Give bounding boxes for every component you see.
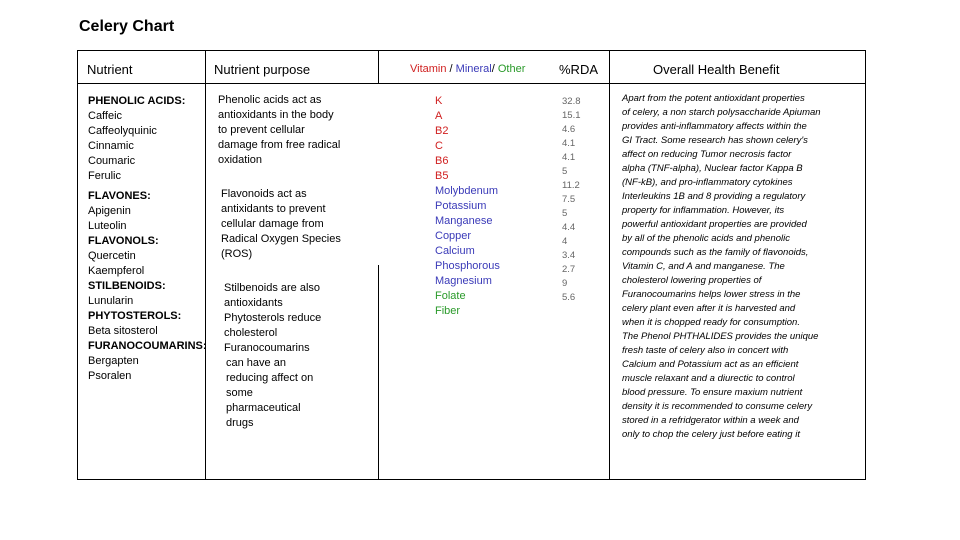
benefit-line: fresh taste of celery also in concert with bbox=[622, 345, 789, 356]
header-divider bbox=[77, 83, 866, 84]
vitamin-mineral-list bbox=[435, 94, 500, 319]
benefit-line: when it is chopped ready for consumption. bbox=[622, 317, 800, 328]
benefit-line: by all of the phenolic acids and phenolic bbox=[622, 233, 790, 244]
benefit-line: affect on reducing Tumor necrosis factor bbox=[622, 149, 792, 160]
vitamin-item: B5 bbox=[435, 170, 449, 182]
header-purpose: Nutrient purpose bbox=[214, 62, 311, 77]
benefit-line: compounds such as the family of flavonoids, bbox=[622, 247, 809, 258]
legend-separator: / bbox=[491, 63, 498, 75]
legend-separator: / bbox=[446, 63, 456, 75]
purpose-line: oxidation bbox=[218, 154, 263, 166]
vitamin-item: C bbox=[435, 140, 443, 152]
nutrient-item: PHYTOSTEROLS: bbox=[88, 310, 182, 322]
rda-value: 4.1 bbox=[562, 152, 576, 163]
purpose-line: some bbox=[226, 387, 253, 399]
mineral-item: Copper bbox=[435, 230, 472, 242]
benefit-line: provides anti-inflammatory affects within the bbox=[622, 121, 807, 132]
purpose-line: pharmaceutical bbox=[226, 402, 301, 414]
purpose-flavonoids bbox=[221, 187, 341, 262]
purpose-line: to prevent cellular bbox=[218, 124, 305, 136]
legend-other: Other bbox=[497, 63, 526, 75]
nutrient-item: Caffeic bbox=[88, 110, 123, 122]
rda-value: 4.4 bbox=[562, 222, 576, 233]
nutrient-item: Caffeolyquinic bbox=[88, 125, 157, 137]
rda-value: 4 bbox=[562, 236, 568, 247]
purpose-line: antioxidants bbox=[224, 297, 283, 309]
header-nutrient: Nutrient bbox=[87, 62, 133, 77]
purpose-phenolic bbox=[218, 93, 340, 168]
purpose-line: Stilbenoids are also bbox=[224, 282, 321, 294]
vitamin-item: A bbox=[435, 110, 443, 122]
nutrient-item: Cinnamic bbox=[88, 140, 134, 152]
purpose-line: can have an bbox=[226, 357, 286, 369]
purpose-line: Phenolic acids act as bbox=[218, 94, 322, 106]
vitamin-item: B6 bbox=[435, 155, 449, 167]
benefit-line: blood pressure. To ensure maxium nutrient bbox=[622, 387, 803, 398]
purpose-line: reducing affect on bbox=[226, 372, 314, 384]
other-item: Folate bbox=[435, 290, 466, 302]
rda-value: 3.4 bbox=[562, 250, 576, 261]
benefit-line: GI Tract. Some research has shown celery's bbox=[622, 135, 808, 146]
benefit-line: stored in a refridgerator within a week and bbox=[622, 415, 799, 426]
rda-value: 32.8 bbox=[562, 96, 581, 107]
nutrient-item: Lunularin bbox=[88, 295, 134, 307]
benefit-line: powerful antioxidant properties are provided bbox=[622, 219, 807, 230]
rda-value: 2.7 bbox=[562, 264, 576, 275]
benefit-line: Vitamin C, and A and manganese. The bbox=[622, 261, 785, 272]
purpose-other bbox=[224, 281, 321, 431]
purpose-line: Radical Oxygen Species bbox=[221, 233, 341, 245]
nutrient-item: Coumaric bbox=[88, 155, 136, 167]
rda-value: 4.1 bbox=[562, 138, 576, 149]
mineral-item: Phosphorous bbox=[435, 260, 500, 272]
nutrient-item: STILBENOIDS: bbox=[88, 280, 166, 292]
col-divider-2 bbox=[378, 50, 379, 83]
benefit-line: (NF-kB), and pro-inflammatory cytokines bbox=[622, 177, 793, 188]
mineral-item: Potassium bbox=[435, 200, 487, 212]
rda-value: 9 bbox=[562, 278, 568, 289]
nutrient-item: Quercetin bbox=[88, 250, 136, 262]
benefit-line: of celery, a non starch polysaccharide Apiuman bbox=[622, 107, 821, 118]
benefit-line: Interleukins 1B and 8 providing a regulatory bbox=[622, 191, 806, 202]
mineral-item: Molybdenum bbox=[435, 185, 498, 197]
nutrient-item: Apigenin bbox=[88, 205, 131, 217]
nutrient-item: Beta sitosterol bbox=[88, 325, 158, 337]
rda-value: 11.2 bbox=[562, 180, 580, 191]
purpose-line: (ROS) bbox=[221, 248, 253, 260]
chart-title: Celery Chart bbox=[79, 18, 175, 35]
benefit-line: Calcium and Potassium act as an efficient bbox=[622, 359, 799, 370]
rda-value: 15.1 bbox=[562, 110, 581, 121]
nutrient-item: PHENOLIC ACIDS: bbox=[88, 95, 186, 107]
benefit-line: cholesterol lowering properties of bbox=[622, 275, 762, 286]
nutrient-item: Ferulic bbox=[88, 170, 122, 182]
nutrient-item: Psoralen bbox=[88, 370, 132, 382]
benefit-line: property for inflammation. However, its bbox=[622, 205, 785, 216]
mineral-item: Magnesium bbox=[435, 275, 492, 287]
legend-vitamin: Vitamin bbox=[410, 63, 447, 75]
benefit-line: Furanocoumarins helps lower stress in the bbox=[622, 289, 801, 300]
nutrient-list bbox=[88, 94, 207, 384]
rda-value: 7.5 bbox=[562, 194, 576, 205]
benefit-line: muscle relaxant and a diurectic to control bbox=[622, 373, 795, 384]
rda-value: 4.6 bbox=[562, 124, 576, 135]
purpose-line: cholesterol bbox=[224, 327, 278, 339]
table-left-border bbox=[77, 50, 78, 480]
rda-value: 5 bbox=[562, 208, 568, 219]
purpose-line: drugs bbox=[226, 417, 254, 429]
benefit-line: The Phenol PHTHALIDES provides the unique bbox=[622, 331, 819, 342]
benefit-text bbox=[622, 92, 821, 442]
mineral-item: Manganese bbox=[435, 215, 493, 227]
nutrient-item: FLAVONES: bbox=[88, 190, 151, 202]
col-divider-3 bbox=[609, 50, 610, 480]
table-bottom-border bbox=[77, 479, 866, 480]
purpose-line: Furanocoumarins bbox=[224, 342, 310, 354]
benefit-line: only to chop the celery just before eating it bbox=[622, 429, 800, 440]
nutrient-item: FLAVONOLS: bbox=[88, 235, 159, 247]
rda-value: 5.6 bbox=[562, 292, 576, 303]
benefit-line: alpha (TNF-alpha), Nuclear factor Kappa B bbox=[622, 163, 803, 174]
purpose-line: damage from free radical bbox=[218, 139, 341, 151]
purpose-line: antioxidants in the body bbox=[218, 109, 334, 121]
benefit-line: density it is recommended to consume celery bbox=[622, 401, 813, 412]
benefit-line: celery plant even after it is harvested and bbox=[622, 303, 796, 314]
nutrient-item: Bergapten bbox=[88, 355, 139, 367]
vitamin-item: B2 bbox=[435, 125, 449, 137]
benefit-line: Apart from the potent antioxidant properties bbox=[622, 93, 805, 104]
nutrient-item: Luteolin bbox=[88, 220, 127, 232]
nutrient-item: FURANOCOUMARINS: bbox=[88, 340, 207, 352]
nutrient-item: Kaempferol bbox=[88, 265, 145, 277]
purpose-line: antixidants to prevent bbox=[221, 203, 326, 215]
mineral-item: Calcium bbox=[435, 245, 475, 257]
header-benefit: Overall Health Benefit bbox=[653, 62, 780, 77]
purpose-line: cellular damage from bbox=[221, 218, 324, 230]
rda-value: 5 bbox=[562, 166, 568, 177]
legend-mineral: Mineral bbox=[455, 63, 492, 75]
purpose-line: Flavonoids act as bbox=[221, 188, 307, 200]
rda-list bbox=[562, 95, 581, 305]
col-divider-2-lower bbox=[378, 265, 379, 480]
header-legend bbox=[410, 63, 525, 75]
purpose-line: Phytosterols reduce bbox=[224, 312, 322, 324]
table-top-border bbox=[77, 50, 866, 51]
vitamin-item: K bbox=[435, 95, 443, 107]
table-right-border bbox=[865, 50, 866, 480]
header-rda: %RDA bbox=[559, 62, 599, 77]
other-item: Fiber bbox=[435, 305, 461, 317]
